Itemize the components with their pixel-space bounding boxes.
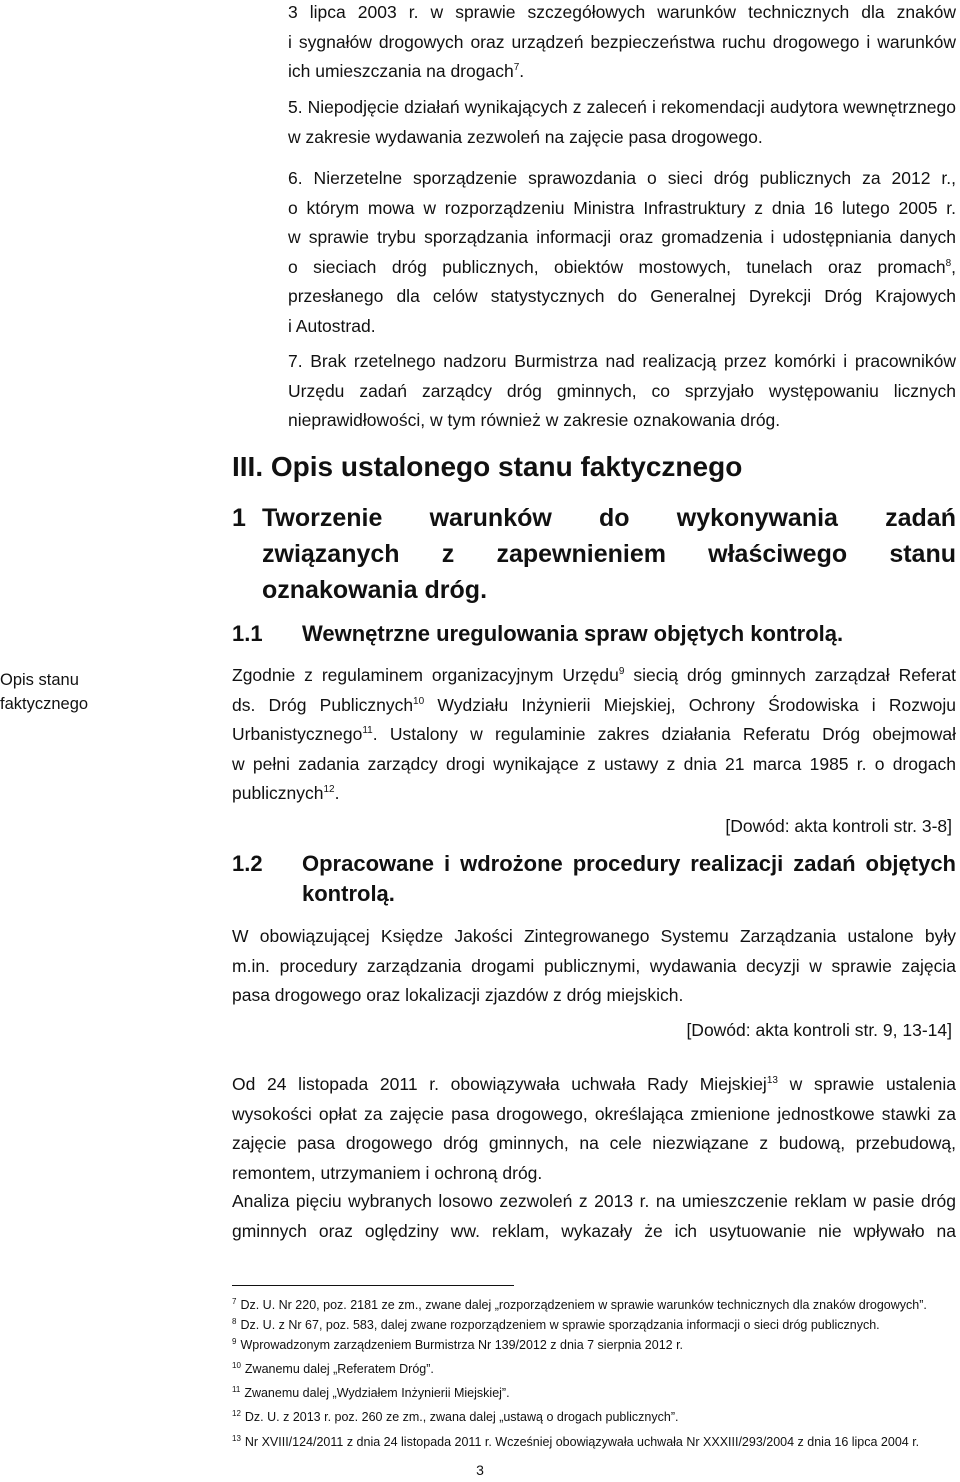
footnote-ref[interactable]: 9 (618, 666, 625, 678)
paragraph-regulations (232, 661, 956, 809)
finding-item-5 (288, 93, 956, 152)
heading-title-line: Opracowane i wdrożone procedury realizacji zadań objętych (302, 851, 956, 876)
text-line: wysokości opłat za zajęcie pasa drogowego, określająca zmienione jednostkowe stawki za (232, 1103, 956, 1124)
heading-line: oznakowania dróg. (262, 576, 488, 604)
subsection-heading (232, 500, 956, 608)
footnote-ref[interactable]: 12 (323, 784, 335, 796)
footnote-ref[interactable]: 7 (513, 62, 520, 74)
footnote: $^8$ Dz. U. z Nr 67, poz. 583, dalej zwane rozporządzeniem w sprawie sporządzania informacji o sieci dróg publicznych. (232, 1316, 880, 1332)
text-line: Od 24 listopada 2011 r. obowiązywała uchwała Rady Miejskiej$^{13}$ w sprawie ustalenia (232, 1074, 957, 1094)
text-line: pasa drogowego oraz lokalizacji zjazdów z dróg miejskich. (232, 985, 684, 1005)
heading-1-1 (232, 619, 956, 649)
text-line: Zgodnie z regulaminem organizacyjnym Urzędu$^9$ siecią dróg gminnych zarządzał Referat (232, 665, 956, 685)
paragraph-procedures (232, 922, 956, 1011)
text-line: Urbanistycznego$^{11}$. Ustalony w regulaminie zakres działania Referatu Dróg obejmował (232, 724, 956, 744)
margin-label-line: faktycznego (0, 695, 89, 713)
evidence-reference: [Dowód: akta kontroli str. 9, 13-14] (686, 1020, 952, 1040)
footnote-ref[interactable]: 8 (945, 257, 952, 269)
text-line: o którym mowa w rozporządzeniu Ministra Infrastruktury z dnia 16 lutego 2005 r. (288, 197, 956, 218)
heading-line: związanych z zapewnieniem właściwego stanu (262, 540, 956, 568)
section-heading: III. Opis ustalonego stanu faktycznego (232, 451, 743, 482)
footnote-separator (232, 1285, 514, 1286)
text-line: w sprawie trybu sporządzania informacji oraz gromadzenia i udostępniania danych (288, 227, 956, 247)
text-line: w pełni zadania zarządcy drogi wynikające z ustawy z dnia 21 marca 1985 r. o drogach (232, 753, 956, 774)
text-line: W obowiązującej Księdze Jakości Zintegrowanego Systemu Zarządzania ustalone były (232, 926, 956, 946)
subsection-number: 1 (232, 504, 246, 532)
text-line: i sygnałów drogowych oraz urządzeń bezpieczeństwa ruchu drogowego i warunków (288, 31, 956, 52)
text-line: w zakresie wydawania zezwoleń na zajęcie pasa drogowego. (288, 126, 763, 147)
text-line: m.in. procedury zarządzania drogami publicznymi, wydawania decyzji w sprawie zajęcia (232, 955, 956, 976)
paragraph-resolution (232, 1070, 956, 1188)
text-line: przesłanego dla celów statystycznych do Generalnej Dyrekcji Dróg Krajowych (288, 286, 956, 306)
heading-number: 1.2 (232, 851, 263, 876)
heading-line: Tworzenie warunków do wykonywania zadań (262, 504, 956, 532)
footnote-ref[interactable]: 13 (766, 1075, 778, 1087)
heading-1-2 (232, 849, 956, 909)
margin-label-line: Opis stanu (0, 671, 79, 689)
text-line: i Autostrad. (288, 315, 376, 336)
footnote-ref[interactable]: 10 (413, 695, 425, 707)
footnote: $^{11}$ Zwanemu dalej „Wydziałem Inżynierii Miejskiej”. (232, 1384, 510, 1400)
text-line: remontem, utrzymaniem i ochroną dróg. (232, 1162, 543, 1183)
finding-item-6 (288, 164, 956, 341)
text-line: gminnych oraz oględziny ww. reklam, wykazały że ich usytuowanie nie wpływało na (232, 1220, 956, 1241)
footnote-ref[interactable]: 11 (362, 725, 373, 737)
heading-number: 1.1 (232, 621, 263, 646)
text-line: ds. Dróg Publicznych$^{10}$ Wydziału Inżynierii Miejskiej, Ochrony Środowiska i Rozwoju (232, 694, 956, 715)
paragraph-advertising (232, 1187, 956, 1246)
footnote: $^{10}$ Zwanemu dalej „Referatem Dróg”. (232, 1360, 434, 1376)
text-line: nieprawidłowości, w tym również w zakresie oznakowania dróg. (288, 410, 781, 430)
text-line: Analiza pięciu wybranych losowo zezwoleń z 2013 r. na umieszczenie reklam w pasie dróg (232, 1191, 956, 1211)
heading-title: Wewnętrzne uregulowania spraw objętych kontrolą. (302, 621, 844, 646)
evidence-reference: [Dowód: akta kontroli str. 3-8] (725, 816, 952, 836)
heading-title-line: kontrolą. (302, 881, 395, 906)
text-line: Urzędu zadań zarządcy dróg gminnych, co sprzyjało występowaniu licznych (288, 380, 956, 401)
text-line: 6. Nierzetelne sporządzenie sprawozdania o sieci dróg publicznych za 2012 r., (288, 168, 956, 188)
text-line: ich umieszczania na drogach$^7$. (288, 61, 525, 81)
finding-item-7 (288, 347, 956, 436)
text-line: zajęcie pasa drogowego dróg gminnych, na cele niezwiązane z budową, przebudową, (232, 1133, 956, 1153)
text-line: o sieciach dróg publicznych, obiektów mostowych, tunelach oraz promach$^8$, (288, 256, 956, 277)
text-line: publicznych$^{12}$. (232, 783, 340, 803)
continuation-paragraph (288, 0, 956, 87)
page-number: 3 (476, 1462, 484, 1478)
footnote: $^9$ Wprowadzonym zarządzeniem Burmistrza Nr 139/2012 z dnia 7 sierpnia 2012 r. (232, 1336, 684, 1352)
text-line: 5. Niepodjęcie działań wynikających z zaleceń i rekomendacji audytora wewnętrznego (288, 97, 956, 117)
footnote: $^{13}$ Nr XVIII/124/2011 z dnia 24 listopada 2011 r. Wcześniej obowiązywała uchwała Nr XXXIII/293/2004 z dnia 16 lipca 2004 r. (232, 1433, 920, 1449)
footnote: $^{12}$ Dz. U. z 2013 r. poz. 260 ze zm., zwana dalej „ustawą o drogach publicznych”. (232, 1408, 679, 1424)
text-line: 7. Brak rzetelnego nadzoru Burmistrza nad realizacją przez komórki i pracowników (288, 351, 956, 371)
margin-label (0, 668, 110, 716)
text-line: 3 lipca 2003 r. w sprawie szczegółowych warunków technicznych dla znaków (288, 2, 956, 22)
footnote: $^7$ Dz. U. Nr 220, poz. 2181 ze zm., zwane dalej „rozporządzeniem w sprawie warunków technicznych dla znaków drogowych”. (232, 1296, 927, 1312)
